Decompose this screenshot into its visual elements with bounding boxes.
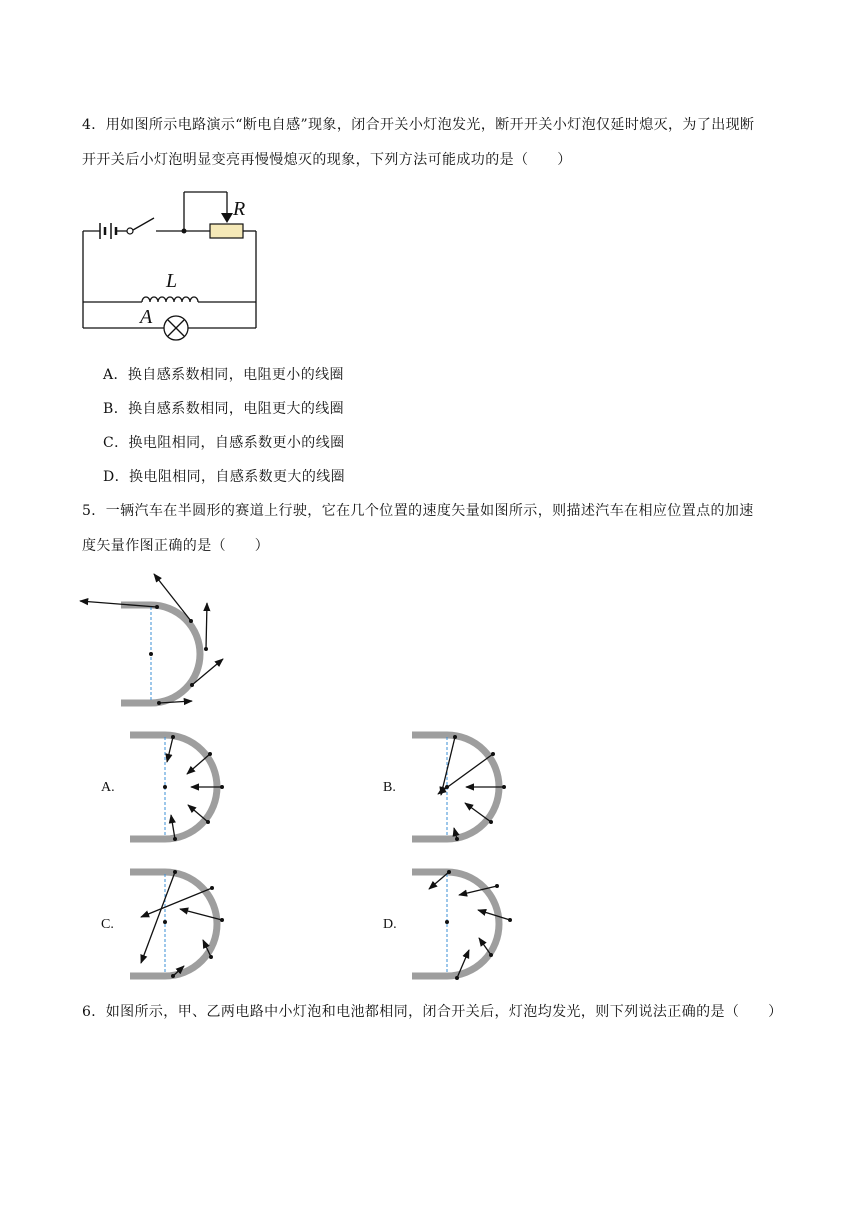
- q5-option-b-label: B.: [383, 780, 396, 795]
- q5-stem-line1: 5．一辆汽车在半圆形的赛道上行驶，它在几个位置的速度矢量如图所示，则描述汽车在相应位置点的加速: [82, 503, 754, 519]
- q5-stem-line2: 度矢量作图正确的是（ ）: [82, 538, 270, 554]
- q5-option-a-diagram: [130, 735, 224, 841]
- q4-stem-line1: 4．用如图所示电路演示“断电自感”现象，闭合开关小灯泡发光，断开开关小灯泡仅延时熄灭，为了出现断: [82, 117, 755, 133]
- q4-option-c: C．换电阻相同，自感系数更小的线圈: [103, 435, 345, 451]
- q5-option-c-label: C.: [101, 917, 114, 932]
- q5-option-d-diagram: [412, 870, 512, 980]
- lamp-label: A: [140, 306, 153, 328]
- q5-option-c-diagram: [130, 870, 224, 978]
- inductor-label: L: [166, 270, 178, 292]
- q5-option-a-label: A.: [101, 780, 115, 795]
- q6-stem-line1: 6．如图所示，甲、乙两电路中小灯泡和电池都相同，闭合开关后，灯泡均发光，则下列说法正确的是（ ）: [82, 1004, 783, 1020]
- resistor-label: R: [233, 198, 246, 220]
- q5-option-b-diagram: [412, 735, 506, 841]
- q5-option-d-label: D.: [383, 917, 397, 932]
- q4-option-a: A．换自感系数相同，电阻更小的线圈: [103, 367, 344, 383]
- q4-stem-line2: 开开关后小灯泡明显变亮再慢慢熄灭的现象，下列方法可能成功的是（ ）: [82, 152, 572, 168]
- q4-option-b: B．换自感系数相同，电阻更大的线圈: [103, 401, 345, 417]
- q4-option-d: D．换电阻相同，自感系数更大的线圈: [103, 469, 346, 485]
